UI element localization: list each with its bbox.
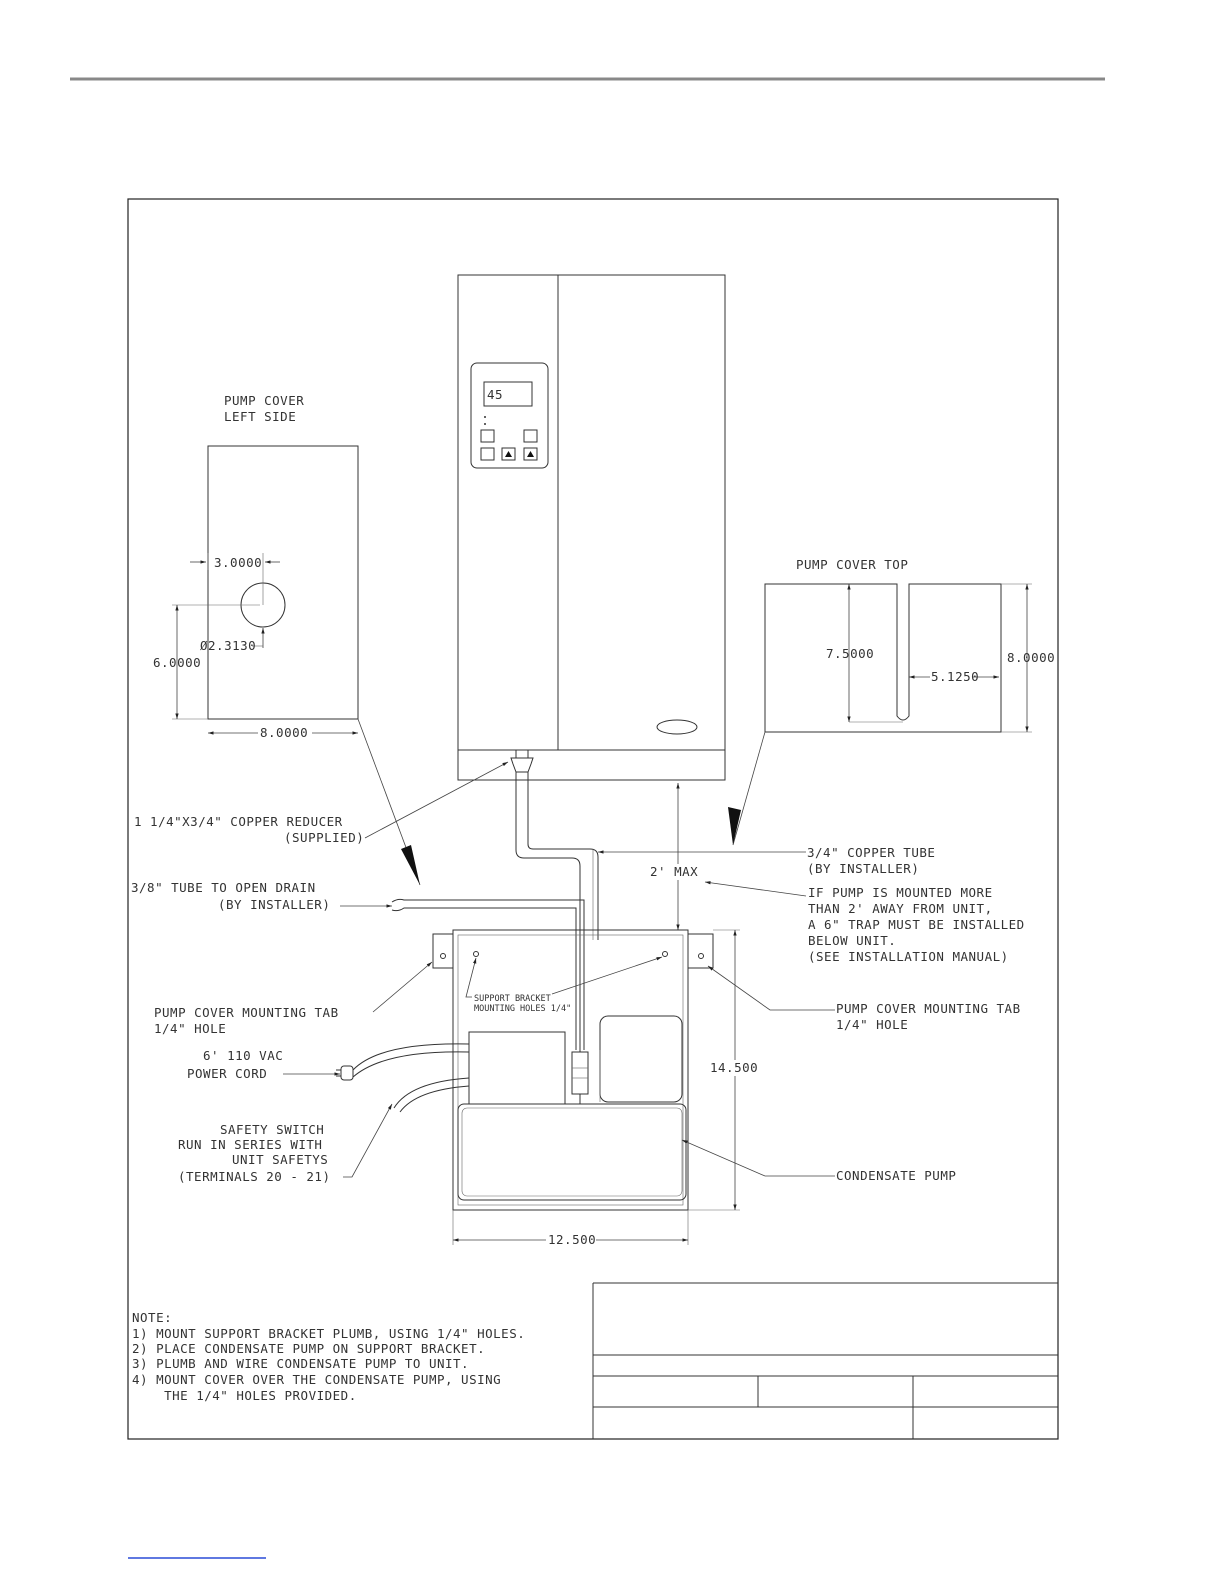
copper-tube-label-1: 3/4" COPPER TUBE [807,845,936,860]
safety-label-1: SAFETY SWITCH [220,1122,325,1137]
safety-label-3: UNIT SAFETYS [232,1152,329,1167]
condensate-pump-callout [682,1140,956,1183]
two-max-label: 2' MAX [650,864,699,879]
trap-note-1: IF PUMP IS MOUNTED MORE [808,885,993,900]
note-4: 4) MOUNT COVER OVER THE CONDENSATE PUMP, USING [132,1372,502,1387]
panel-button [481,430,494,442]
dim-5-125: 5.1250 [931,669,980,684]
mounting-tab-right [688,934,713,968]
pump-cover-top [728,557,1055,845]
tab-left-label-1: PUMP COVER MOUNTING TAB [154,1005,339,1020]
pump-cover-left-side [153,393,420,885]
bracket-holes-callout [466,957,662,1014]
reducer-label-1: 1 1/4"X3/4" COPPER REDUCER [134,814,343,829]
check-valve [572,1052,588,1094]
note-3: 3) PLUMB AND WIRE CONDENSATE PUMP TO UNIT. [132,1356,470,1371]
pump-reservoir [458,1104,686,1200]
dim-7-5: 7.5000 [826,646,875,661]
dim-12-5: 12.500 [548,1232,597,1247]
copper-reducer [511,750,533,772]
power-plug [336,1066,353,1080]
leader-arrowhead [401,845,420,885]
display-value: 45 [487,387,504,402]
bracket-label-1: SUPPORT BRACKET [474,994,551,1004]
safety-label-2: RUN IN SERIES WITH [178,1137,323,1152]
reducer-label-2: (SUPPLIED) [284,830,365,845]
reducer-callout [134,762,508,845]
two-max-dimension [648,783,806,930]
note-header: NOTE: [132,1310,173,1325]
trap-note [808,885,1025,964]
condensate-label: CONDENSATE PUMP [836,1168,957,1183]
power-cord-label-2: POWER CORD [187,1066,268,1081]
copper-tube-callout [807,845,935,876]
dim-diameter: Ø2.3130 [200,638,257,653]
dim-14-5: 14.500 [710,1060,759,1075]
copper-tube-label-2: (BY INSTALLER) [807,861,920,876]
dim-6: 6.0000 [153,655,202,670]
drain-tube-label-2: (BY INSTALLER) [218,897,331,912]
notes-block [132,1310,525,1403]
trap-note-4: BELOW UNIT. [808,933,897,948]
panel-button [481,448,494,460]
logo-oval [657,720,697,734]
trap-note-2: THAN 2' AWAY FROM UNIT, [808,901,993,916]
pump-enclosure [433,930,713,1210]
note-1: 1) MOUNT SUPPORT BRACKET PLUMB, USING 1/4" HOLES. [132,1326,526,1341]
note-4-cont: THE 1/4" HOLES PROVIDED. [132,1388,357,1403]
left-side-title-1: PUMP COVER [224,393,305,408]
panel-button [524,430,537,442]
top-title: PUMP COVER TOP [796,557,909,572]
dim-8-top: 8.0000 [1007,650,1056,665]
tab-right-label-2: 1/4" HOLE [836,1017,909,1032]
dim-width-8: 8.0000 [260,725,309,740]
note-2: 2) PLACE CONDENSATE PUMP ON SUPPORT BRACKET. [132,1341,486,1356]
drain-tube-label-1: 3/8" TUBE TO OPEN DRAIN [131,880,316,895]
tab-left-label-2: 1/4" HOLE [154,1021,227,1036]
pump-motor [469,1032,565,1104]
enclosure-dimensions [453,930,764,1247]
bracket-label-2: MOUNTING HOLES 1/4" [474,1004,572,1014]
humidifier-unit [458,275,725,780]
control-panel [471,363,548,468]
power-cord-callout [187,1044,469,1081]
left-side-title-2: LEFT SIDE [224,409,297,424]
tab-right-label-1: PUMP COVER MOUNTING TAB [836,1001,1021,1016]
safety-label-4: (TERMINALS 20 - 21) [178,1169,331,1184]
mounting-tab-left [433,934,453,968]
dim-3: 3.0000 [214,555,263,570]
pump-switch-box [600,1016,682,1102]
trap-note-5: (SEE INSTALLATION MANUAL) [808,949,1009,964]
tab-callouts [154,962,1021,1036]
trap-note-3: A 6" TRAP MUST BE INSTALLED [808,917,1025,932]
power-cord-label-1: 6' 110 VAC [203,1048,284,1063]
safety-switch-callout [178,1078,469,1184]
title-block [593,1283,1058,1439]
